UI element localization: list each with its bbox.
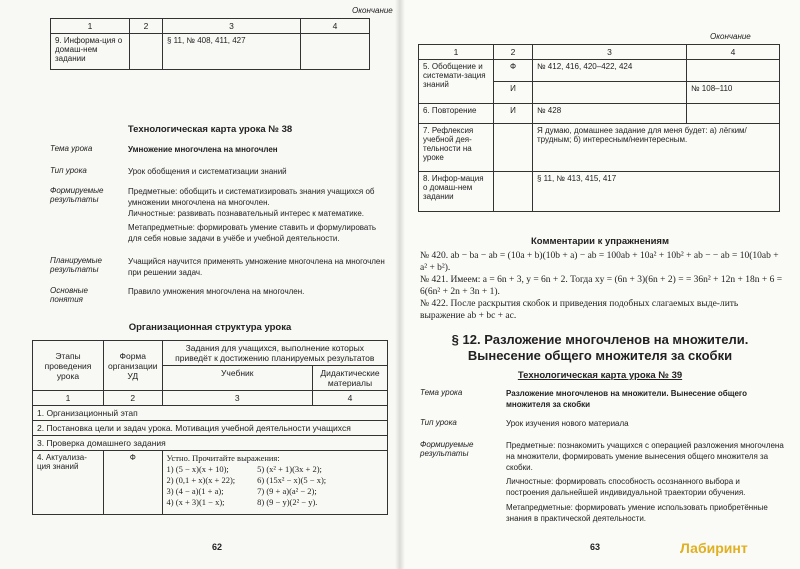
card-title: Технологическая карта урока № 38: [127, 124, 293, 135]
stage-5-form-i: И: [494, 82, 533, 104]
stage-6-textbook: № 428: [533, 104, 687, 124]
stage-7-form: [494, 124, 533, 172]
row-text-personal: Личностные: развивать познавательный интерес к математике.: [128, 209, 364, 218]
stage-5: 5. Обобщение и системати-зация знаний: [419, 60, 494, 104]
stage-4-intro: Устно. Прочитайте выражения:: [166, 453, 280, 463]
row-label-topic-right: Тема урока: [420, 388, 463, 397]
h-didactic: Дидактические материалы: [313, 366, 388, 391]
row-label-concepts: Основные понятия: [50, 286, 88, 304]
stage-5-textbook-empty: [533, 82, 687, 104]
stage-4: 4. Актуализа-ция знаний: [33, 451, 104, 515]
stage-cell: 9. Информа-ция о домаш-нем задании: [51, 34, 130, 70]
item-6: 6) (15x² − x)(5 − x);: [257, 475, 327, 485]
items-col-b: [257, 464, 326, 508]
row-text-meta: Метапредметные: формировать умение ставить и формулировать для себя новые задачи в учёбе и учебной деятельности.: [128, 223, 377, 243]
row-text-topic: Умножение многочлена на многочлен: [128, 145, 278, 154]
continuation-table: [50, 18, 370, 70]
col-1: 1: [51, 19, 130, 34]
stage-8-text: § 11, № 413, 415, 417: [533, 172, 780, 212]
didactic-cell: [301, 34, 370, 70]
page-number-left: 62: [212, 542, 223, 552]
num-2: 2: [104, 391, 163, 406]
col-2: 2: [130, 19, 163, 34]
item-2: 2) (0,1 + x)(x + 22);: [166, 475, 236, 485]
h-stage: Этапы проведения урока: [33, 341, 104, 391]
row-text-planned: Учащийся научится применять умножение многочлена на многочлен при решении задач.: [128, 257, 385, 277]
row-label-planned: Планируемые результаты: [50, 256, 102, 274]
col-4: 4: [301, 19, 370, 34]
num-4: 4: [313, 391, 388, 406]
section-title-2: Вынесение общего множителя за скобки: [467, 348, 733, 363]
watermark-logo: Лабиринт: [680, 540, 748, 556]
card-title-right: Технологическая карта урока № 39: [517, 370, 683, 381]
item-1: 1) (5 − x)(x + 10);: [166, 464, 229, 474]
stage-4-form: Ф: [104, 451, 163, 515]
stage-8-form: [494, 172, 533, 212]
row-text-subject: Предметные: обобщить и систематизировать знания учащихся об умножении многочлена на многочлен.: [128, 187, 375, 207]
h-form: Форма организации УД: [104, 341, 163, 391]
num-1: 1: [33, 391, 104, 406]
right-page: [400, 0, 800, 569]
col-1: 1: [419, 45, 494, 60]
stage-5-didactic: № 108–110: [687, 82, 780, 104]
comments-title: Комментарии к упражнениям: [530, 236, 670, 247]
row-text-type-right: Урок изучения нового материала: [506, 419, 629, 428]
item-7: 7) (9 + a)(a² − 2);: [257, 486, 317, 496]
org-table: [32, 340, 388, 515]
item-4: 4) (x + 3)(1 − x);: [166, 497, 225, 507]
continuation-table-right: [418, 44, 780, 212]
row-text-topic-right: Разложение многочленов на множители. Вынесение общего множителя за скобки: [506, 389, 748, 409]
stage-6-didactic: [687, 104, 780, 124]
num-3: 3: [162, 391, 312, 406]
stage-7: 7. Рефлексия учебной дея-тельности на уроке: [419, 124, 494, 172]
row-label-topic: Тема урока: [50, 144, 93, 153]
row-label-type-right: Тип урока: [420, 418, 457, 427]
row-text-concepts: Правило умножения многочлена на многочлен.: [128, 287, 305, 296]
stage-5-didactic-empty: [687, 60, 780, 82]
h-tasks: Задания для учащихся, выполнение которых приведёт к достижению планируемых результатов: [162, 341, 387, 366]
page-number-right: 63: [590, 542, 601, 552]
stage-5-form-f: Ф: [494, 60, 533, 82]
book-gutter: [395, 0, 405, 569]
col-4: 4: [687, 45, 780, 60]
col-3: 3: [533, 45, 687, 60]
item-8: 8) (9 − y)(2² − y).: [257, 497, 318, 507]
items-col-a: [167, 464, 236, 508]
h-textbook: Учебник: [162, 366, 312, 391]
exercise-421: № 421. Имеем: a = 6n + 3, y = 6n + 2. Тогда xy = (6n + 3)(6n + 2) = = 36n² + 12n + 18n + 6 = 6(6n² + 2n + 3n + 1).: [420, 275, 783, 297]
section-title-1: § 12. Разложение многочленов на множители.: [451, 332, 749, 347]
row-text-type: Урок обобщения и систематизации знаний: [128, 167, 287, 176]
stage-7-text: Я думаю, домашнее задание для меня будет: а) лёгким/трудным; б) интересным/неинтересным.: [533, 124, 780, 172]
exercise-422: № 422. После раскрытия скобок и приведения подобных слагаемых выде-лить выражение ab + bc + ac.: [420, 299, 739, 321]
stage-5-textbook: № 412, 416, 420–422, 424: [533, 60, 687, 82]
continuation-label-right: Окончание: [710, 32, 751, 41]
row-label-results: Формируемые результаты: [50, 186, 104, 204]
stage-2: 2. Постановка цели и задач урока. Мотивация учебной деятельности учащихся: [33, 421, 388, 436]
row-label-type: Тип урока: [50, 166, 87, 175]
stage-1: 1. Организационный этап: [33, 406, 388, 421]
stage-8: 8. Инфор-мация о домаш-нем задании: [419, 172, 494, 212]
textbook-cell: § 11, № 408, 411, 427: [163, 34, 301, 70]
continuation-label: Окончание: [352, 6, 393, 15]
col-3: 3: [163, 19, 301, 34]
stage-4-tasks: [162, 451, 387, 515]
stage-4-items: [167, 464, 383, 508]
item-3: 3) (4 − a)(1 + a);: [166, 486, 224, 496]
stage-6-form: И: [494, 104, 533, 124]
row-label-results-right: Формируемые результаты: [420, 440, 474, 458]
stage-3: 3. Проверка домашнего задания: [33, 436, 388, 451]
org-title: Организационная структура урока: [128, 322, 292, 333]
row-text-subject-right: Предметные: познакомить учащихся с операцией разложения многочлена на множители, формировать умение вынесения общего множителя за скобки.: [506, 441, 784, 472]
row-text-personal-right: Личностные: формировать способность осознанного выбора и построения дальнейшей индивидуальной траектории обучения.: [506, 477, 746, 497]
stage-6: 6. Повторение: [419, 104, 494, 124]
form-cell: [130, 34, 163, 70]
col-2: 2: [494, 45, 533, 60]
exercise-420: № 420. ab − ba − ab = (10a + b)(10b + a) − ab = 100ab + 10a² + 10b² + ab − − ab = 10(10ab + a² + b²).: [420, 251, 779, 273]
item-5: 5) (x² + 1)(3x + 2);: [257, 464, 322, 474]
row-text-meta-right: Метапредметные: формировать умение использовать приобретённые знания в практической деятельности.: [506, 503, 768, 523]
